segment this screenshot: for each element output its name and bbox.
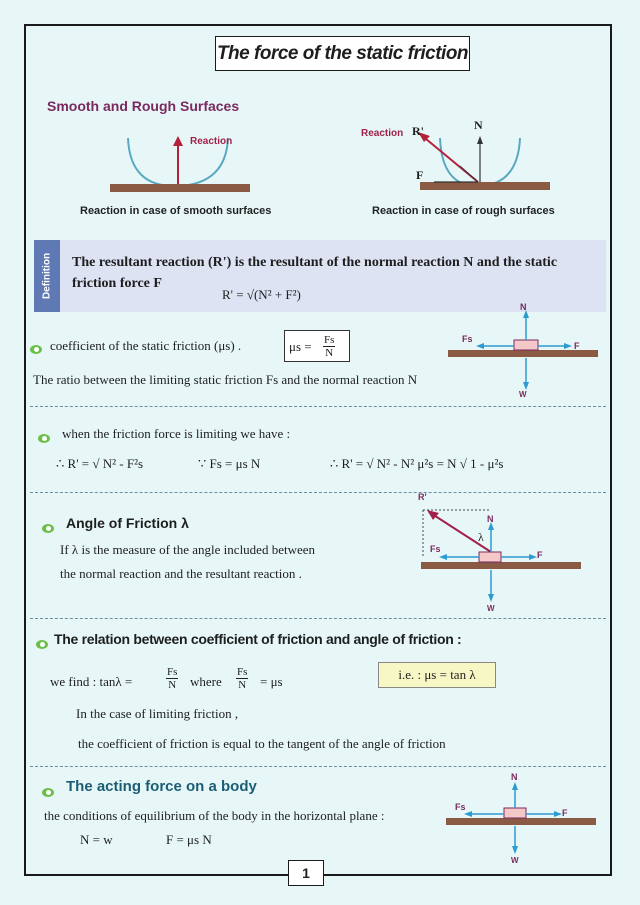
coefficient-diagram-w: W	[519, 390, 527, 399]
divider	[30, 618, 606, 619]
rough-f-label: F	[416, 168, 424, 182]
angle-diagram-lambda: λ	[478, 530, 484, 544]
rough-r-label: R'	[412, 124, 424, 138]
relation-frac2-num: Fs	[237, 666, 248, 678]
divider	[30, 406, 606, 407]
coefficient-formula-lhs: μs =	[289, 339, 312, 354]
coefficient-formula-den: N	[325, 347, 334, 359]
coefficient-diagram	[440, 306, 610, 402]
angle-diagram	[415, 496, 595, 614]
definition-formula: R' = √(N² + F²)	[222, 287, 301, 302]
angle-diagram-n: N	[487, 514, 494, 524]
acting-bullet	[42, 784, 54, 802]
relation-heading: The relation between coefficient of friction and angle of friction :	[54, 631, 462, 647]
acting-heading: The acting force on a body	[66, 778, 257, 795]
acting-diagram-w: W	[511, 856, 519, 865]
relation-frac1	[166, 666, 178, 691]
acting-eq2: F = μs N	[166, 832, 212, 847]
acting-diagram-f: F	[562, 808, 568, 818]
acting-diagram	[440, 776, 610, 866]
acting-diagram-fs: Fs	[455, 802, 466, 812]
coefficient-diagram-n: N	[520, 302, 527, 312]
angle-diagram-f: F	[537, 550, 543, 560]
definition-line2: friction force F	[72, 276, 162, 291]
smooth-caption: Reaction in case of smooth surfaces	[80, 205, 272, 217]
rough-caption: Reaction in case of rough surfaces	[372, 205, 555, 217]
relation-we-find: we find : tanλ =	[50, 674, 133, 689]
coefficient-ratio-text: The ratio between the limiting static friction Fs and the normal reaction N	[33, 372, 418, 387]
relation-where: where	[190, 674, 222, 689]
angle-diagram-fs: Fs	[430, 544, 441, 554]
relation-bullet	[36, 636, 48, 654]
relation-frac2	[236, 666, 248, 691]
limiting-bullet	[38, 430, 50, 448]
angle-heading: Angle of Friction λ	[66, 515, 189, 531]
angle-diagram-w: W	[487, 604, 495, 613]
rough-n-label: N	[474, 118, 483, 132]
angle-line2: the normal reaction and the resultant reaction .	[60, 566, 302, 581]
acting-eq1: N = w	[80, 832, 113, 847]
rough-reaction-label: Reaction	[361, 128, 404, 139]
limiting-eq3: ∴ R' = √ N² - N² μ²s = N √ 1 - μ²s	[330, 456, 504, 471]
smooth-surface-diagram	[100, 128, 260, 198]
coefficient-bullet	[30, 341, 42, 359]
angle-bullet	[42, 520, 54, 538]
smooth-reaction-label: Reaction	[190, 136, 233, 147]
limiting-eq1: ∴ R' = √ N² - F²s	[56, 456, 144, 471]
angle-line1: If λ is the measure of the angle included between	[60, 542, 316, 557]
page-title: The force of the static friction	[215, 36, 470, 71]
acting-text: the conditions of equilibrium of the body in the horizontal plane :	[44, 808, 385, 823]
limiting-text: when the friction force is limiting we have :	[62, 426, 291, 441]
divider	[30, 766, 606, 767]
acting-diagram-n: N	[511, 772, 518, 782]
page-number: 1	[288, 860, 324, 886]
coefficient-diagram-f: F	[574, 341, 580, 351]
relation-eq-mu: = μs	[260, 674, 283, 689]
relation-line2: In the case of limiting friction ,	[76, 706, 239, 721]
relation-ie-box: i.e. : μs = tan λ	[378, 662, 496, 688]
limiting-eq2: ∵ Fs = μs N	[198, 456, 261, 471]
definition-line1: The resultant reaction (R') is the resultant of the normal reaction N and the static	[72, 255, 558, 270]
rough-ground	[420, 182, 550, 190]
coefficient-text: coefficient of the static friction (μs) .	[50, 338, 242, 353]
relation-frac1-num: Fs	[167, 666, 178, 678]
coefficient-formula-num: Fs	[324, 334, 335, 346]
divider	[30, 492, 606, 493]
relation-frac2-den: N	[238, 679, 247, 691]
smooth-reaction-arrowhead	[173, 136, 183, 146]
section-heading-surfaces: Smooth and Rough Surfaces	[47, 98, 240, 114]
smooth-ground	[110, 184, 250, 192]
relation-frac1-den: N	[168, 679, 177, 691]
angle-diagram-r: R'	[418, 492, 427, 502]
definition-tab: Definition	[34, 240, 60, 312]
coefficient-formula-box	[284, 330, 350, 362]
coefficient-diagram-fs: Fs	[462, 334, 473, 344]
relation-line3: the coefficient of friction is equal to the tangent of the angle of friction	[78, 736, 446, 751]
